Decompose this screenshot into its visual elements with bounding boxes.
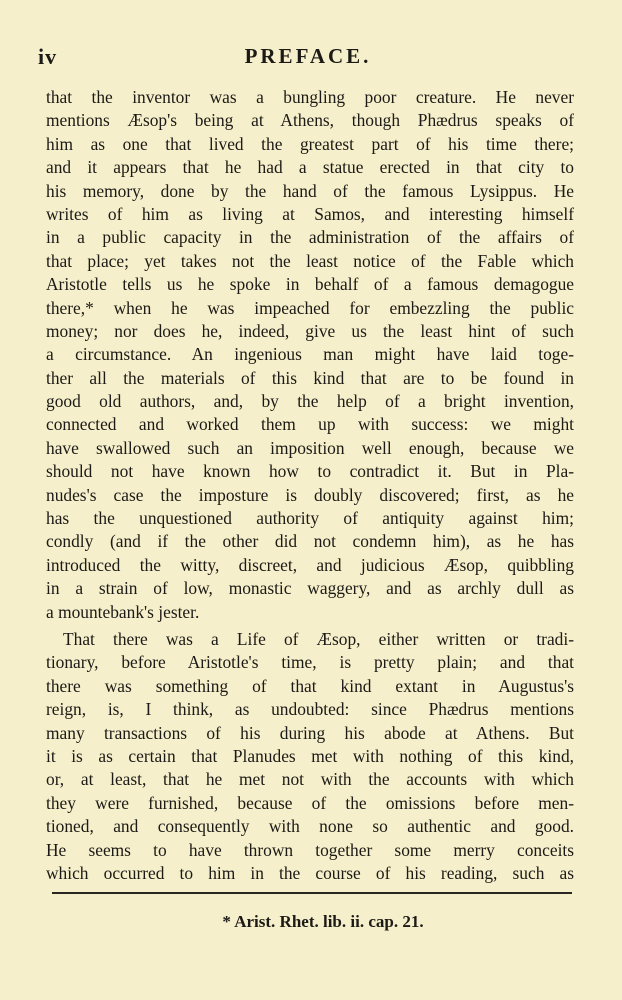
text-line: a mountebank's jester. bbox=[46, 601, 200, 622]
text-line: him as one that lived the greatest part of his time there; bbox=[46, 133, 574, 154]
footnote-rule bbox=[52, 892, 572, 894]
text-line: should not have known how to contradict it. But in Pla- bbox=[46, 461, 574, 482]
text-line: in a public capacity in the administration of the affairs of bbox=[46, 227, 574, 248]
text-line: money; nor does he, indeed, give us the least hint of such bbox=[46, 320, 574, 341]
text-line: He seems to have thrown together some merry conceits bbox=[46, 839, 574, 860]
text-line: that the inventor was a bungling poor creature. He never bbox=[46, 87, 574, 107]
text-line: connected and worked them up with success: we might bbox=[46, 414, 574, 435]
text-line: there was something of that kind extant in Augustus's bbox=[46, 675, 574, 696]
text-line: which occurred to him in the course of his reading, such as bbox=[46, 862, 574, 883]
page-number: iv bbox=[38, 44, 58, 69]
body-text bbox=[46, 86, 574, 885]
text-line: ther all the materials of this kind that are to be found in bbox=[46, 367, 574, 388]
text-line: mentions Æsop's being at Athens, though Phædrus speaks of bbox=[46, 110, 574, 131]
text-line: has the unquestioned authority of antiquity against him; bbox=[46, 508, 574, 529]
footnote: * Arist. Rhet. lib. ii. cap. 21. bbox=[222, 912, 424, 931]
paragraph bbox=[46, 86, 574, 624]
text-line: have swallowed such an imposition well enough, because we bbox=[46, 437, 574, 458]
text-line: good old authors, and, by the help of a bright invention, bbox=[46, 391, 574, 412]
text-line: tionary, before Aristotle's time, is pretty plain; and that bbox=[46, 652, 574, 673]
text-line: condly (and if the other did not condemn him), as he has bbox=[46, 531, 574, 552]
text-line: that place; yet takes not the least notice of the Fable which bbox=[46, 250, 574, 271]
text-line: or, at least, that he met not with the accounts with which bbox=[46, 769, 574, 790]
text-line: his memory, done by the hand of the famous Lysippus. He bbox=[46, 180, 574, 201]
text-line: introduced the witty, discreet, and judicious Æsop, quibbling bbox=[46, 554, 574, 575]
text-line: there,* when he was impeached for embezzling the public bbox=[46, 297, 574, 318]
text-line: it is as certain that Planudes met with nothing of this kind, bbox=[46, 745, 574, 766]
running-head: PREFACE. bbox=[244, 44, 372, 68]
paragraph bbox=[46, 628, 574, 885]
text-line: writes of him as living at Samos, and interesting himself bbox=[46, 203, 574, 224]
text-line: a circumstance. An ingenious man might have laid toge- bbox=[46, 344, 574, 365]
text-line: tioned, and consequently with none so authentic and good. bbox=[46, 816, 574, 837]
text-line: nudes's case the imposture is doubly discovered; first, as he bbox=[46, 484, 574, 505]
text-line: they were furnished, because of the omissions before men- bbox=[46, 792, 574, 813]
text-line: That there was a Life of Æsop, either written or tradi- bbox=[63, 628, 574, 649]
text-line: many transactions of his during his abode at Athens. But bbox=[46, 722, 574, 743]
text-line: and it appears that he had a statue erected in that city to bbox=[46, 157, 574, 178]
text-line: Aristotle tells us he spoke in behalf of a famous demagogue bbox=[46, 274, 574, 295]
text-line: in a strain of low, monastic waggery, and as archly dull as bbox=[46, 578, 574, 599]
text-line: reign, is, I think, as undoubted: since Phædrus mentions bbox=[46, 699, 574, 720]
page-header bbox=[38, 44, 578, 74]
